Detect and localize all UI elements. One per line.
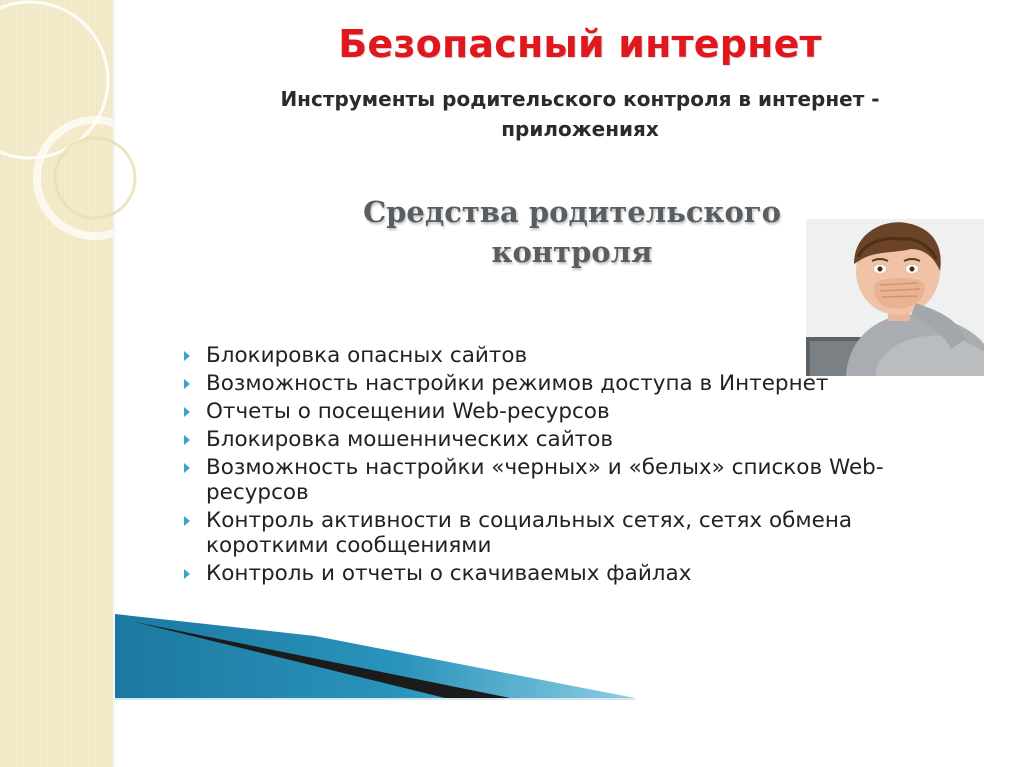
section-heading — [322, 192, 822, 272]
decorative-swoosh — [115, 614, 635, 704]
list-item: Отчеты о посещении Web-ресурсов — [180, 399, 980, 424]
list-item: Возможность настройки режимов доступа в Интернет — [180, 371, 980, 396]
decorative-circles — [0, 0, 140, 300]
parental-control-features — [180, 343, 980, 589]
triangle-bullet-icon — [184, 516, 190, 526]
list-item: Блокировка мошеннических сайтов — [180, 427, 980, 452]
list-item: Блокировка опасных сайтов — [180, 343, 980, 368]
triangle-bullet-icon — [184, 407, 190, 417]
triangle-bullet-icon — [184, 435, 190, 445]
triangle-bullet-icon — [184, 351, 190, 361]
list-item: Возможность настройки «черных» и «белых» списков Web-ресурсов — [180, 455, 980, 505]
section-heading-line2: контроля — [491, 235, 653, 269]
subtitle-text: Инструменты родительского контроля в интернет - приложениях — [280, 87, 880, 141]
section-heading-line1: Средства родительского — [363, 195, 781, 229]
list-item: Контроль активности в социальных сетях, сетях обмена короткими сообщениями — [180, 508, 980, 558]
list-item: Контроль и отчеты о скачиваемых файлах — [180, 561, 980, 586]
triangle-bullet-icon — [184, 379, 190, 389]
page-title: Безопасный интернет — [338, 22, 822, 66]
triangle-bullet-icon — [184, 463, 190, 473]
page-subtitle — [215, 84, 945, 144]
triangle-bullet-icon — [184, 569, 190, 579]
